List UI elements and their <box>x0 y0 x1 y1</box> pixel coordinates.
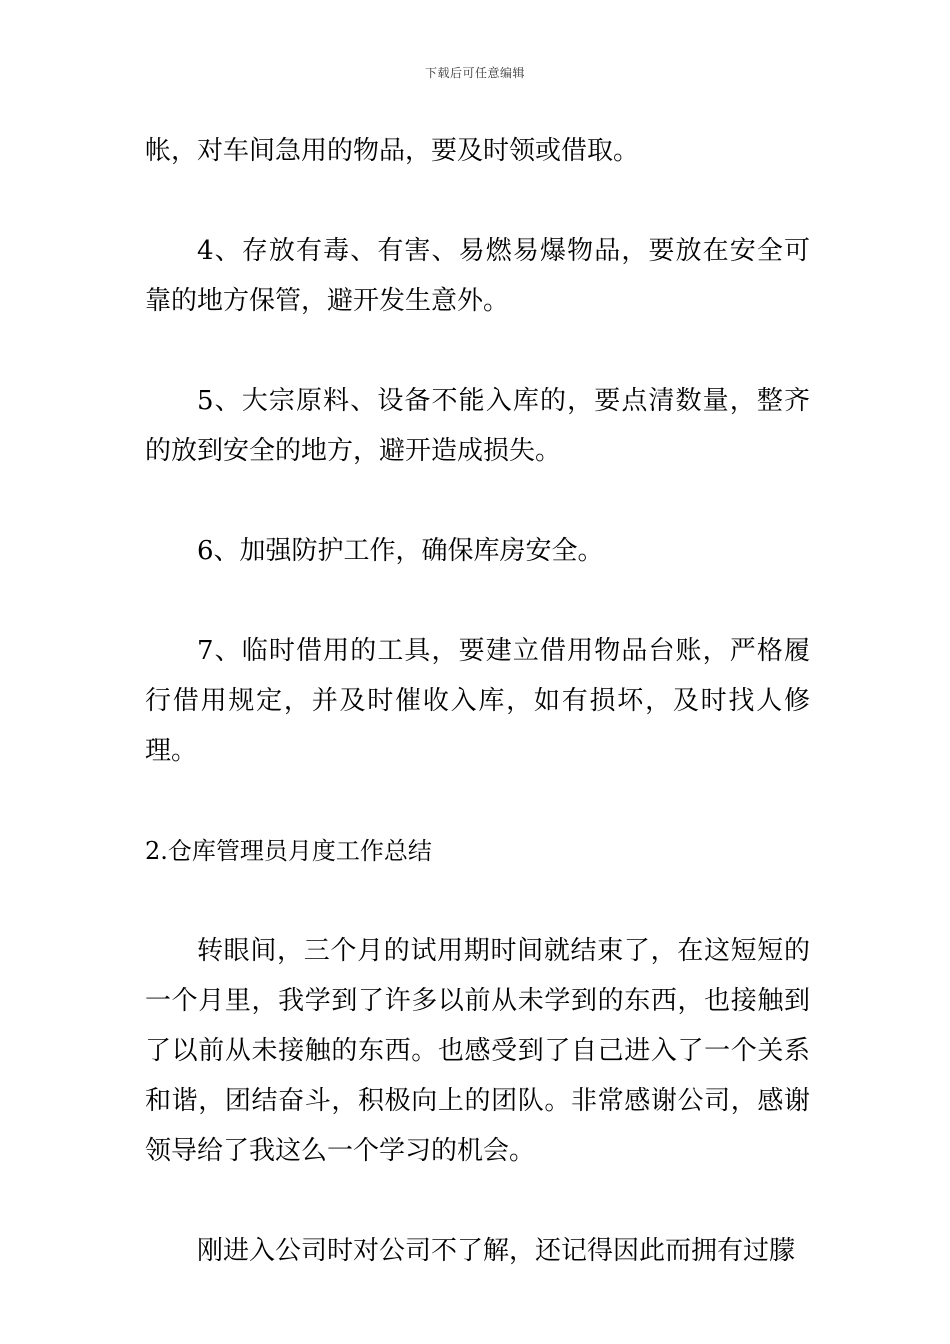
list-item-6: 6、加强防护工作，确保库房安全。 <box>197 536 604 566</box>
document-body <box>145 126 810 1276</box>
list-item-7: 7、临时借用的工具，要建立借用物品台账，严格履行借用规定，并及时催收入库，如有损坏，及时找人修理。 <box>145 636 810 766</box>
section-heading: 2.仓库管理员月度工作总结 <box>145 837 432 865</box>
page-header-note: 下载后可任意编辑 <box>424 66 525 80</box>
list-item-5: 5、大宗原料、设备不能入库的，要点清数量，整齐的放到安全的地方，避开造成损失。 <box>145 386 810 466</box>
paragraph-summary-intro: 转眼间，三个月的试用期时间就结束了，在这短短的一个月里，我学到了许多以前从未学到的东西，也接触到了以前从未接触的东西。也感受到了自己进入了一个关系和谐，团结奋斗，积极向上的团队。非常感谢公司，感谢领导给了我这么一个学习的机会。 <box>145 936 810 1166</box>
list-item-4: 4、存放有毒、有害、易燃易爆物品，要放在安全可靠的地方保管，避开发生意外。 <box>145 236 810 316</box>
paragraph-continuation: 帐，对车间急用的物品，要及时领或借取。 <box>145 136 640 166</box>
paragraph-summary-next: 刚进入公司时对公司不了解，还记得因此而拥有过朦 <box>197 1236 796 1266</box>
